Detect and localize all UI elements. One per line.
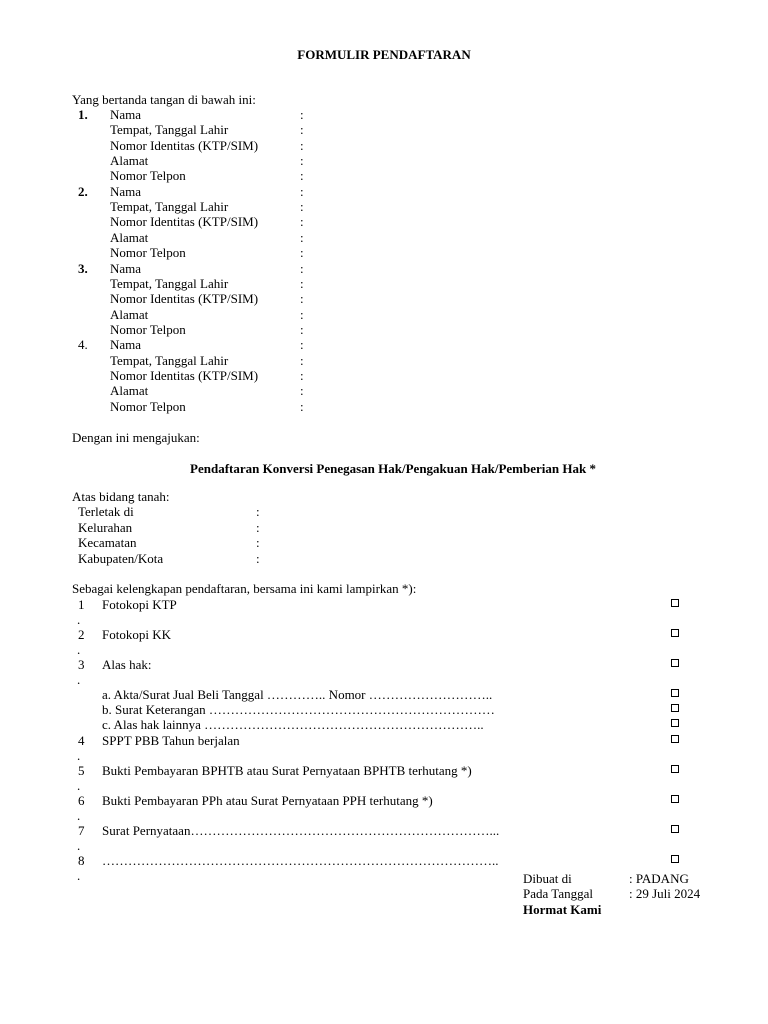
person-field-label: Tempat, Tanggal Lahir xyxy=(110,122,229,138)
apply-text: Dengan ini mengajukan: xyxy=(72,430,200,445)
person-field-colon: : xyxy=(300,367,304,383)
land-field-colon: : xyxy=(256,550,260,566)
form-title: FORMULIR PENDAFTARAN xyxy=(297,47,471,62)
attachments-intro: Sebagai kelengkapan pendaftaran, bersama ini kami lampirkan *): xyxy=(72,581,417,596)
attachment-number: 4 xyxy=(78,733,85,748)
person-field-colon: : xyxy=(300,183,304,199)
attachment-number: 2 xyxy=(78,627,85,642)
person-field-colon: : xyxy=(300,398,304,414)
attachment-checkbox[interactable] xyxy=(671,659,679,667)
person-field-colon: : xyxy=(300,352,304,368)
person-field-label: Tempat, Tanggal Lahir xyxy=(110,199,229,215)
attachment-number-dot: . xyxy=(77,808,81,823)
person-field-colon: : xyxy=(300,214,304,230)
person-field-label: Nama xyxy=(110,337,142,353)
person-number: 4. xyxy=(78,337,88,353)
person-field-colon: : xyxy=(300,229,304,245)
person-number: 2. xyxy=(78,183,88,199)
attachment-number-dot: . xyxy=(77,778,81,793)
person-number: 3. xyxy=(78,260,88,276)
person-field-label: Nomor Telpon xyxy=(110,168,186,184)
application-title: Pendaftaran Konversi Penegasan Hak/Pengakuan Hak/Pemberian Hak * xyxy=(190,461,596,476)
person-number: 1. xyxy=(78,107,88,122)
person-field-colon: : xyxy=(300,137,304,153)
person-field-label: Nomor Telpon xyxy=(110,398,186,414)
person-field-label: Tempat, Tanggal Lahir xyxy=(110,352,229,368)
attachment-checkbox[interactable] xyxy=(671,795,679,803)
person-field-colon: : xyxy=(300,321,304,337)
person-field-label: Nomor Identitas (KTP/SIM) xyxy=(110,214,259,230)
attachment-number: 5 xyxy=(78,763,85,778)
attachment-number: 1 xyxy=(78,597,85,612)
attachment-label: c. Alas hak lainnya ……………………………………………………….. xyxy=(102,717,484,732)
made-at-value: : PADANG xyxy=(629,871,689,886)
attachment-checkbox[interactable] xyxy=(671,719,679,727)
made-at-label: Dibuat di xyxy=(523,871,572,886)
person-field-colon: : xyxy=(300,306,304,322)
attachment-number: 3 xyxy=(78,657,85,672)
person-field-label: Alamat xyxy=(110,306,149,322)
attachment-checkbox[interactable] xyxy=(671,704,679,712)
intro-text: Yang bertanda tangan di bawah ini: xyxy=(72,92,256,107)
attachment-number-dot: . xyxy=(77,838,81,853)
person-field-colon: : xyxy=(300,260,304,276)
person-field-label: Alamat xyxy=(110,383,149,399)
person-field-colon: : xyxy=(300,199,304,215)
person-field-colon: : xyxy=(300,107,304,122)
attachment-label: ……………………………………………………………………………….. xyxy=(102,853,499,868)
person-field-colon: : xyxy=(300,275,304,291)
attachment-label: Fotokopi KTP xyxy=(102,597,177,612)
person-field-colon: : xyxy=(300,153,304,169)
land-field-label: Kabupaten/Kota xyxy=(78,550,164,566)
attachment-label: a. Akta/Surat Jual Beli Tanggal ………….. Nomor ……………………….. xyxy=(102,687,493,702)
attachment-checkbox[interactable] xyxy=(671,599,679,607)
person-field-label: Nomor Telpon xyxy=(110,321,186,337)
person-field-label: Tempat, Tanggal Lahir xyxy=(110,275,229,291)
land-field-label: Terletak di xyxy=(78,504,134,519)
land-field-colon: : xyxy=(256,519,260,535)
person-field-label: Nomor Identitas (KTP/SIM) xyxy=(110,291,259,307)
attachment-number-dot: . xyxy=(77,612,81,627)
attachment-number: 6 xyxy=(78,793,85,808)
person-field-label: Nomor Telpon xyxy=(110,245,186,261)
land-field-colon: : xyxy=(256,504,260,519)
date-value: : 29 Juli 2024 xyxy=(629,886,701,901)
attachment-label: Alas hak: xyxy=(102,657,152,672)
attachment-number: 7 xyxy=(78,823,85,838)
person-field-label: Nama xyxy=(110,260,142,276)
attachment-number-dot: . xyxy=(77,868,81,883)
attachment-label: Bukti Pembayaran BPHTB atau Surat Pernyataan BPHTB terhutang *) xyxy=(102,763,472,778)
date-label: Pada Tanggal xyxy=(523,886,593,901)
person-field-label: Nama xyxy=(110,183,142,199)
attachment-checkbox[interactable] xyxy=(671,735,679,743)
person-field-colon: : xyxy=(300,245,304,261)
attachment-checkbox[interactable] xyxy=(671,689,679,697)
attachment-number-dot: . xyxy=(77,672,81,687)
attachment-checkbox[interactable] xyxy=(671,765,679,773)
attachment-label: b. Surat Keterangan ………………………………………………………… xyxy=(102,702,495,717)
person-field-label: Nama xyxy=(110,107,142,122)
person-field-colon: : xyxy=(300,383,304,399)
attachment-number: 8 xyxy=(78,853,85,868)
attachment-label: Surat Pernyataan……………………………………………………………... xyxy=(102,823,500,838)
land-field-label: Kecamatan xyxy=(78,535,137,550)
attachment-label: Fotokopi KK xyxy=(102,627,171,642)
land-field-label: Kelurahan xyxy=(78,519,133,535)
person-field-label: Alamat xyxy=(110,229,149,245)
attachment-label: SPPT PBB Tahun berjalan xyxy=(102,733,240,748)
person-field-label: Alamat xyxy=(110,153,149,169)
person-field-colon: : xyxy=(300,291,304,307)
attachment-checkbox[interactable] xyxy=(671,825,679,833)
land-field-colon: : xyxy=(256,535,260,550)
attachment-label: Bukti Pembayaran PPh atau Surat Pernyataan PPH terhutang *) xyxy=(102,793,433,808)
land-intro: Atas bidang tanah: xyxy=(72,489,170,504)
closing-text: Hormat Kami xyxy=(523,902,602,917)
person-field-label: Nomor Identitas (KTP/SIM) xyxy=(110,367,259,383)
attachment-number-dot: . xyxy=(77,748,81,763)
person-field-colon: : xyxy=(300,168,304,184)
person-field-label: Nomor Identitas (KTP/SIM) xyxy=(110,137,259,153)
person-field-colon: : xyxy=(300,337,304,353)
attachment-checkbox[interactable] xyxy=(671,855,679,863)
person-field-colon: : xyxy=(300,122,304,138)
attachment-number-dot: . xyxy=(77,642,81,657)
attachment-checkbox[interactable] xyxy=(671,629,679,637)
